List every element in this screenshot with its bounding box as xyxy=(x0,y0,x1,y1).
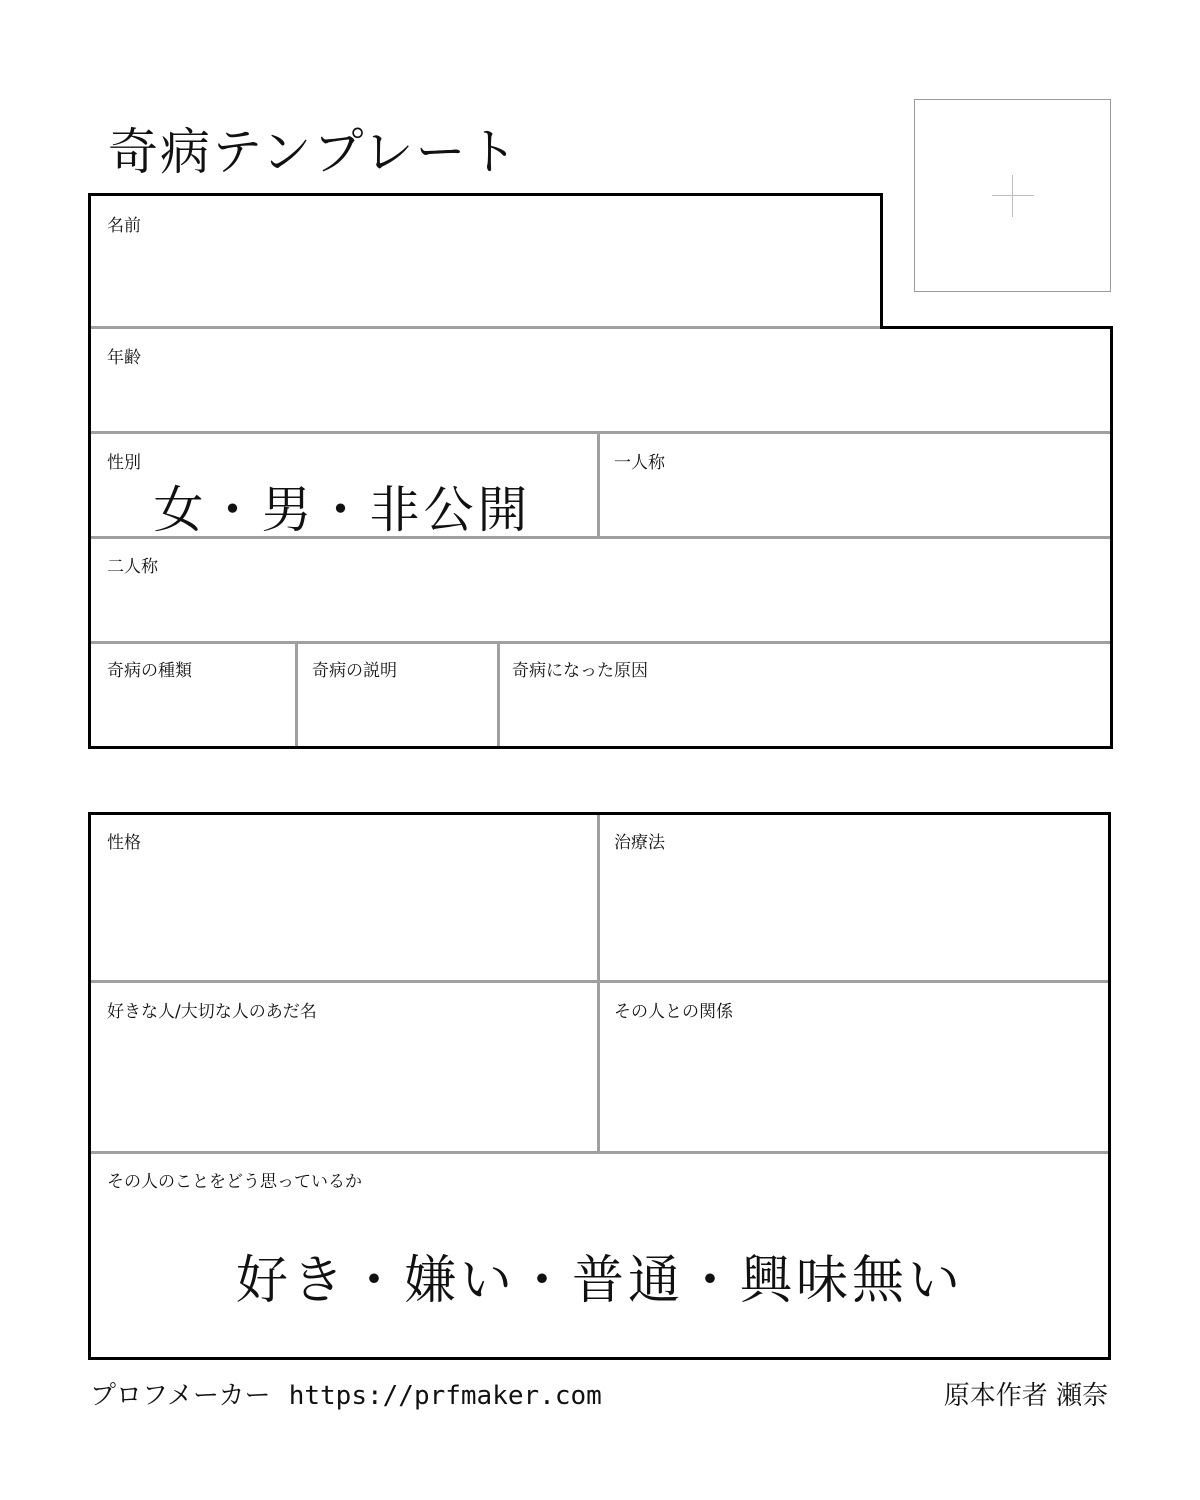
disease-cause-label: 奇病になった原因 xyxy=(512,661,648,681)
feelings-label: その人のことをどう思っているか xyxy=(107,1172,362,1192)
upper-frame-bottom-border xyxy=(88,746,1113,749)
photo-upload-box[interactable] xyxy=(914,99,1111,292)
disease-cause-field[interactable] xyxy=(500,644,1110,746)
age-label: 年齢 xyxy=(107,348,141,368)
upper-frame-right-border xyxy=(1110,326,1113,749)
second-person-label: 二人称 xyxy=(107,557,158,577)
footer-author: 原本作者 瀬奈 xyxy=(943,1381,1108,1411)
page-title: 奇病テンプレート xyxy=(108,123,520,181)
personality-label: 性格 xyxy=(107,833,141,853)
plus-icon xyxy=(992,175,1034,217)
disease-desc-field[interactable] xyxy=(298,644,497,746)
personality-field[interactable] xyxy=(91,815,597,980)
relation-field[interactable] xyxy=(600,983,1108,1151)
disease-desc-label: 奇病の説明 xyxy=(312,661,397,681)
footer-url[interactable]: https://prfmaker.com xyxy=(288,1381,602,1411)
footer-maker-name: プロフメーカー xyxy=(90,1381,271,1411)
footer-maker xyxy=(90,1375,602,1412)
cure-field[interactable] xyxy=(600,815,1108,980)
second-person-field[interactable] xyxy=(91,539,1110,641)
disease-type-field[interactable] xyxy=(91,644,295,746)
gender-label: 性別 xyxy=(107,453,141,473)
name-field[interactable] xyxy=(91,196,880,326)
upper-frame-notch-border xyxy=(880,193,883,329)
feelings-choices: 好き・嫌い・普通・興味無い xyxy=(235,1251,964,1311)
relation-label: その人との関係 xyxy=(614,1002,733,1022)
first-person-label: 一人称 xyxy=(614,453,665,473)
age-field[interactable] xyxy=(91,329,1110,431)
name-label: 名前 xyxy=(107,216,141,236)
disease-type-label: 奇病の種類 xyxy=(107,661,192,681)
gender-choices: 女・男・非公開 xyxy=(153,481,532,539)
loved-one-field[interactable] xyxy=(91,983,597,1151)
cure-label: 治療法 xyxy=(614,833,665,853)
first-person-field[interactable] xyxy=(600,434,1110,536)
loved-one-label: 好きな人/大切な人のあだ名 xyxy=(107,1002,317,1022)
